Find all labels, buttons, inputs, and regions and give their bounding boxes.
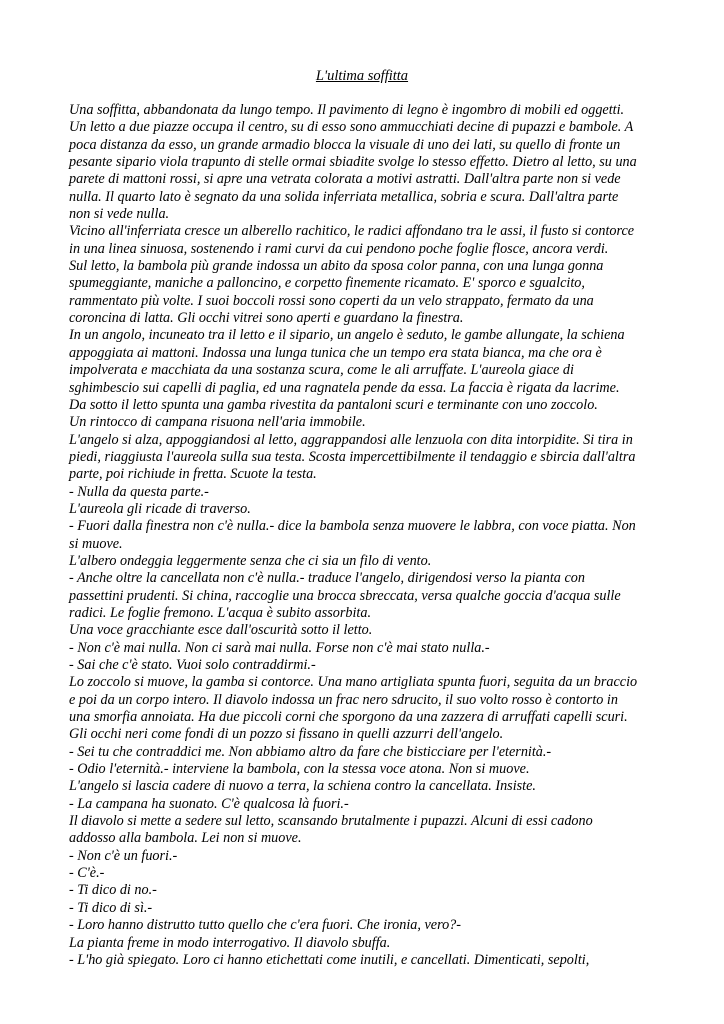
text-line: - Fuori dalla finestra non c'è nulla.- dice la bambola senza muovere le labbra, con voce piatta. Non <box>69 518 636 535</box>
text-line: in una linea sinuosa, sostenendo i rami curvi da cui pendono poche foglie flosce, ancora verdi. <box>69 240 609 257</box>
document-title: L'ultima soffitta <box>315 68 409 84</box>
text-line: Una voce gracchiante esce dall'oscurità sotto il letto. <box>69 622 373 639</box>
text-line: pesante sipario viola trapunto di stelle ormai sbiadite svolge lo stesso effetto. Dietro al letto, su una <box>69 154 637 171</box>
text-line: - L'ho già spiegato. Loro ci hanno etichettati come inutili, e cancellati. Dimenticati, sepolti, <box>69 951 590 968</box>
text-line: Una soffitta, abbandonata da lungo tempo. Il pavimento di legno è ingombro di mobili ed oggetti. <box>69 102 625 118</box>
text-line: poca distanza da esso, un grande armadio blocca la visuale di uno dei lati, su quello di fronte un <box>69 136 621 153</box>
text-line: Gli occhi neri come fondi di un pozzo si fissano in quelli azzurri dell'angelo. <box>69 726 504 743</box>
text-line: L'aureola gli ricade di traverso. <box>69 500 251 517</box>
text-line: - Sei tu che contraddici me. Non abbiamo altro da fare che bisticciare per l'eternità.- <box>69 743 552 760</box>
text-line: Da sotto il letto spunta una gamba rivestita da pantaloni scuri e terminante con uno zoccolo. <box>69 396 598 413</box>
text-line: - C'è.- <box>69 865 105 882</box>
text-line: spumeggiante, maniche a palloncino, e corpetto finemente ricamato. E' sporco e sgualcito, <box>69 275 585 292</box>
text-line: sghimbescio sui capelli di paglia, ed una ragnatela pende da essa. La faccia è rigata da lacrime. <box>69 379 620 396</box>
text-line: - Sai che c'è stato. Vuoi solo contraddirmi.- <box>69 657 316 673</box>
text-line: e poi da un corpo intero. Il diavolo indossa un frac nero sdrucito, il suo volto rosso è contorto in <box>69 691 618 708</box>
text-line: - Anche oltre la cancellata non c'è nulla.- traduce l'angelo, dirigendosi verso la pianta con <box>69 570 585 587</box>
text-line: - Non c'è mai nulla. Non ci sarà mai nulla. Forse non c'è mai stato nulla.- <box>69 639 490 656</box>
text-line: - Ti dico di sì.- <box>69 899 153 916</box>
text-line: appoggiata ai mattoni. Indossa una lunga tunica che un tempo era stata bianca, ma che ora è <box>69 344 602 361</box>
text-line: radici. Le foglie fremono. L'acqua è subito assorbita. <box>69 604 372 621</box>
text-line: - Loro hanno distrutto tutto quello che c'era fuori. Che ironia, vero?- <box>69 917 461 934</box>
text-line: si muove. <box>69 535 123 552</box>
text-line: addosso alla bambola. Lei non si muove. <box>69 830 302 847</box>
text-line: passettini prudenti. Si china, raccoglie una brocca sbreccata, versa qualche goccia d'acqua sulle <box>69 587 621 604</box>
text-line: La pianta freme in modo interrogativo. Il diavolo sbuffa. <box>69 934 391 951</box>
text-line: L'angelo si lascia cadere di nuovo a terra, la schiena contro la cancellata. Insiste. <box>69 778 536 795</box>
text-line: Un rintocco di campana risuona nell'aria immobile. <box>69 414 366 431</box>
text-line: non si vede nulla. <box>69 206 170 223</box>
text-line: piedi, riaggiusta l'aureola sulla sua testa. Scosta impercettibilmente il tendaggio e sbircia dall'altra <box>69 448 636 465</box>
text-line: Vicino all'inferriata cresce un alberello rachitico, le radici affondano tra le assi, il fusto si contorce <box>69 223 635 240</box>
text-line: L'angelo si alza, appoggiandosi al letto, aggrappandosi alle lenzuola con dita intorpidite. Si tira in <box>69 431 633 448</box>
text-line: Il diavolo si mette a sedere sul letto, scansando brutalmente i pupazzi. Alcuni di essi cadono <box>69 813 593 830</box>
text-line: - Odio l'eternità.- interviene la bambola, con la stessa voce atona. Non si muove. <box>69 761 530 778</box>
text-line: Lo zoccolo si muove, la gamba si contorce. Una mano artigliata spunta fuori, seguita da un braccio <box>69 674 638 691</box>
text-line: rammentato più volte. I suoi boccoli rossi sono coperti da un velo strappato, fermato da una <box>69 292 594 309</box>
text-line: - La campana ha suonato. C'è qualcosa là fuori.- <box>69 795 349 812</box>
text-line: - Non c'è un fuori.- <box>69 847 178 864</box>
text-line: una smorfia annoiata. Ha due piccoli corni che sporgono da una zazzera di arruffati capelli scuri. <box>69 709 628 726</box>
text-line: Un letto a due piazze occupa il centro, su di esso sono ammucchiati decine di pupazzi e bambole. A <box>69 119 634 136</box>
text-line: parete di mattoni rossi, si apre una vetrata colorata a motivi astratti. Dall'altra parte non si vede <box>69 171 621 188</box>
text-line: - Ti dico di no.- <box>69 882 157 899</box>
text-line: L'albero ondeggia leggermente senza che ci sia un filo di vento. <box>69 552 432 569</box>
text-line: nulla. Il quarto lato è segnato da una solida inferriata metallica, sobria e scura. Dall'altra parte <box>69 188 619 205</box>
text-line: Sul letto, la bambola più grande indossa un abito da sposa color panna, con una lunga gonna <box>69 258 604 275</box>
text-line: - Nulla da questa parte.- <box>69 483 209 500</box>
text-line: impolverata e macchiata da una sostanza scura, come le ali arruffate. L'aureola giace di <box>69 362 574 379</box>
text-line: coroncina di latta. Gli occhi vitrei sono aperti e guardano la finestra. <box>69 310 464 327</box>
text-line: In un angolo, incuneato tra il letto e il sipario, un angelo è seduto, le gambe allungate, la schiena <box>69 327 625 344</box>
document-body <box>69 102 659 969</box>
text-line: parte, poi richiude in fretta. Scuote la testa. <box>69 466 317 483</box>
